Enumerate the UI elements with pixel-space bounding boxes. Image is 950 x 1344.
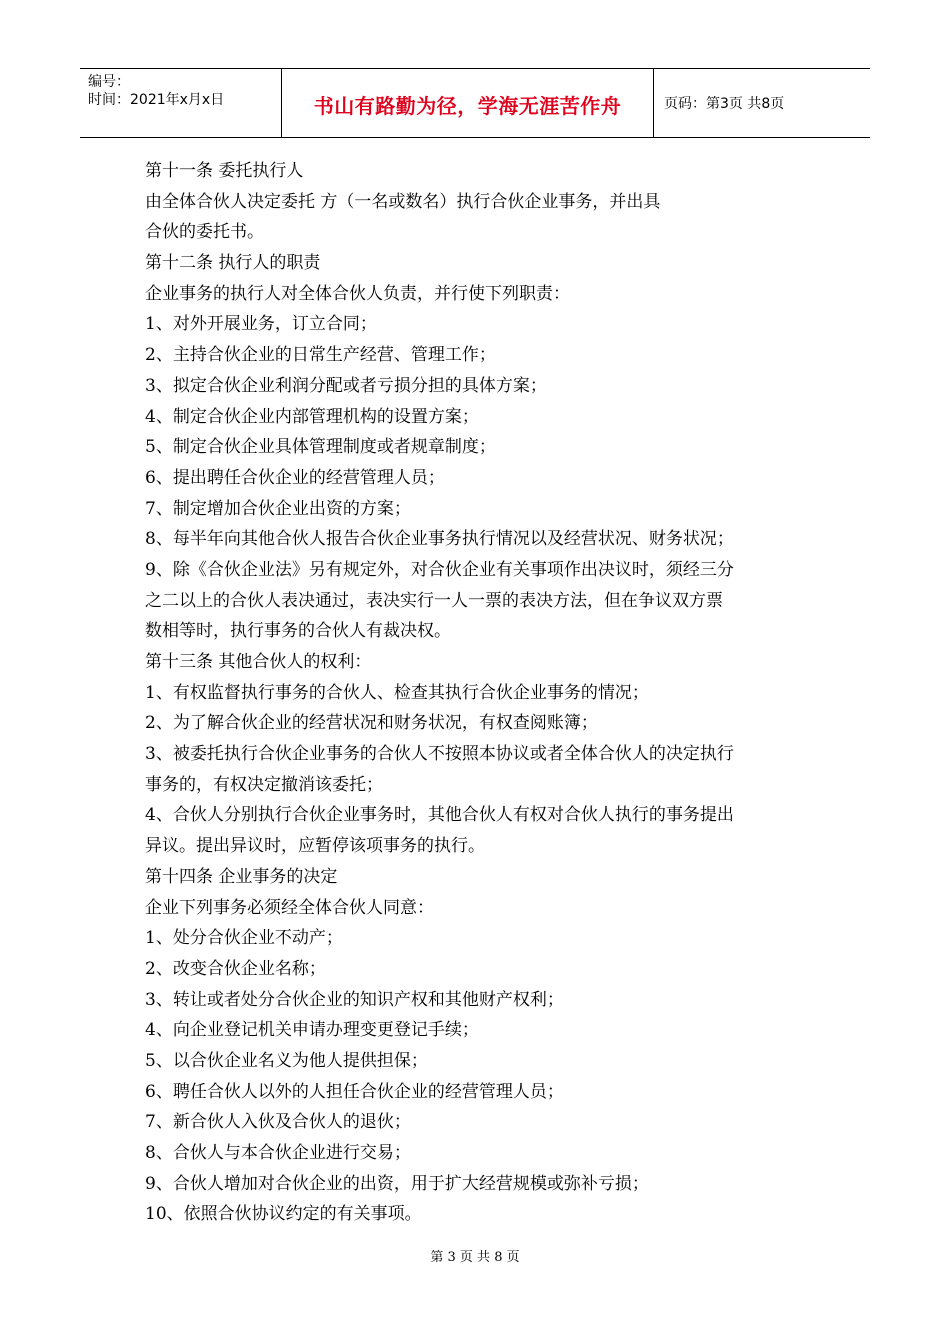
header-page-info-cell xyxy=(654,69,870,137)
page-header xyxy=(80,68,870,138)
document-body xyxy=(145,156,825,1230)
body-text-line: 4、制定合伙企业内部管理机构的设置方案； xyxy=(145,406,479,427)
body-text-line: 6、聘任合伙人以外的人担任合伙企业的经营管理人员； xyxy=(145,1081,564,1102)
body-text-line: 第十一条 委托执行人 xyxy=(145,161,304,181)
body-text-line: 异议。提出异议时，应暂停该项事务的执行。 xyxy=(145,836,485,857)
body-text-line: 4、合伙人分别执行合伙企业事务时，其他合伙人有权对合伙人执行的事务提出 xyxy=(145,805,734,826)
body-text-line: 事务的，有权决定撤消该委托； xyxy=(145,774,383,795)
body-text-line: 企业下列事务必须经全体合伙人同意： xyxy=(145,897,434,918)
header-meta-cell xyxy=(80,69,282,137)
document-number-label: 编号： xyxy=(88,74,130,90)
header-motto-cell xyxy=(282,69,654,137)
body-text-line: 4、向企业登记机关申请办理变更登记手续； xyxy=(145,1020,479,1041)
body-text-line: 3、转让或者处分合伙企业的知识产权和其他财产权利； xyxy=(145,989,564,1010)
body-text-line: 8、合伙人与本合伙企业进行交易； xyxy=(145,1143,411,1163)
body-text-line: 第十三条 其他合伙人的权利： xyxy=(145,652,372,672)
body-text-line: 8、每半年向其他合伙人报告合伙企业事务执行情况以及经营状况、财务状况； xyxy=(145,529,734,550)
footer-page-number: 第 3 页 共 8 页 xyxy=(430,1250,520,1265)
body-text-line: 2、主持合伙企业的日常生产经营、管理工作； xyxy=(145,345,496,366)
body-text-line: 1、处分合伙企业不动产； xyxy=(145,928,343,949)
document-time-label: 时间：2021年x月x日 xyxy=(88,92,225,108)
body-text-line: 数相等时，执行事务的合伙人有裁决权。 xyxy=(145,621,451,642)
body-text-line: 9、合伙人增加对合伙企业的出资，用于扩大经营规模或弥补亏损； xyxy=(145,1173,649,1194)
body-text-line: 之二以上的合伙人表决通过，表决实行一人一票的表决方法，但在争议双方票 xyxy=(145,590,723,611)
body-text-line: 6、提出聘任合伙企业的经营管理人员； xyxy=(145,467,445,488)
body-text-line: 企业事务的执行人对全体合伙人负责，并行使下列职责： xyxy=(145,283,570,304)
body-text-line: 由全体合伙人决定委托 方（一名或数名）执行合伙企业事务，并出具 xyxy=(145,191,661,212)
body-text-line: 第十四条 企业事务的决定 xyxy=(145,866,338,887)
body-text-line: 2、改变合伙企业名称； xyxy=(145,958,326,979)
body-text-line: 5、以合伙企业名义为他人提供担保； xyxy=(145,1050,428,1071)
body-text-line: 合伙的委托书。 xyxy=(145,222,264,243)
body-text-line: 10、依照合伙协议约定的有关事项。 xyxy=(145,1204,422,1225)
body-text-line: 2、为了解合伙企业的经营状况和财务状况，有权查阅账簿； xyxy=(145,713,598,734)
body-text-line: 1、有权监督执行事务的合伙人、检查其执行合伙企业事务的情况； xyxy=(145,682,649,703)
header-page-info: 页码：第3页 共8页 xyxy=(664,96,785,112)
body-text-line: 9、除《合伙企业法》另有规定外，对合伙企业有关事项作出决议时，须经三分 xyxy=(145,559,734,580)
header-motto: 书山有路勤为径，学海无涯苦作舟 xyxy=(313,93,622,118)
page-footer xyxy=(0,1246,950,1265)
body-text-line: 5、制定合伙企业具体管理制度或者规章制度； xyxy=(145,437,496,458)
body-text-line: 7、制定增加合伙企业出资的方案； xyxy=(145,498,411,519)
body-text-line: 第十二条 执行人的职责 xyxy=(145,253,321,274)
body-text-line: 7、新合伙人入伙及合伙人的退伙； xyxy=(145,1112,411,1133)
body-text-line: 1、对外开展业务，订立合同； xyxy=(145,314,377,335)
body-text-line: 3、拟定合伙企业利润分配或者亏损分担的具体方案； xyxy=(145,375,547,396)
body-text-line: 3、被委托执行合伙企业事务的合伙人不按照本协议或者全体合伙人的决定执行 xyxy=(145,744,734,765)
